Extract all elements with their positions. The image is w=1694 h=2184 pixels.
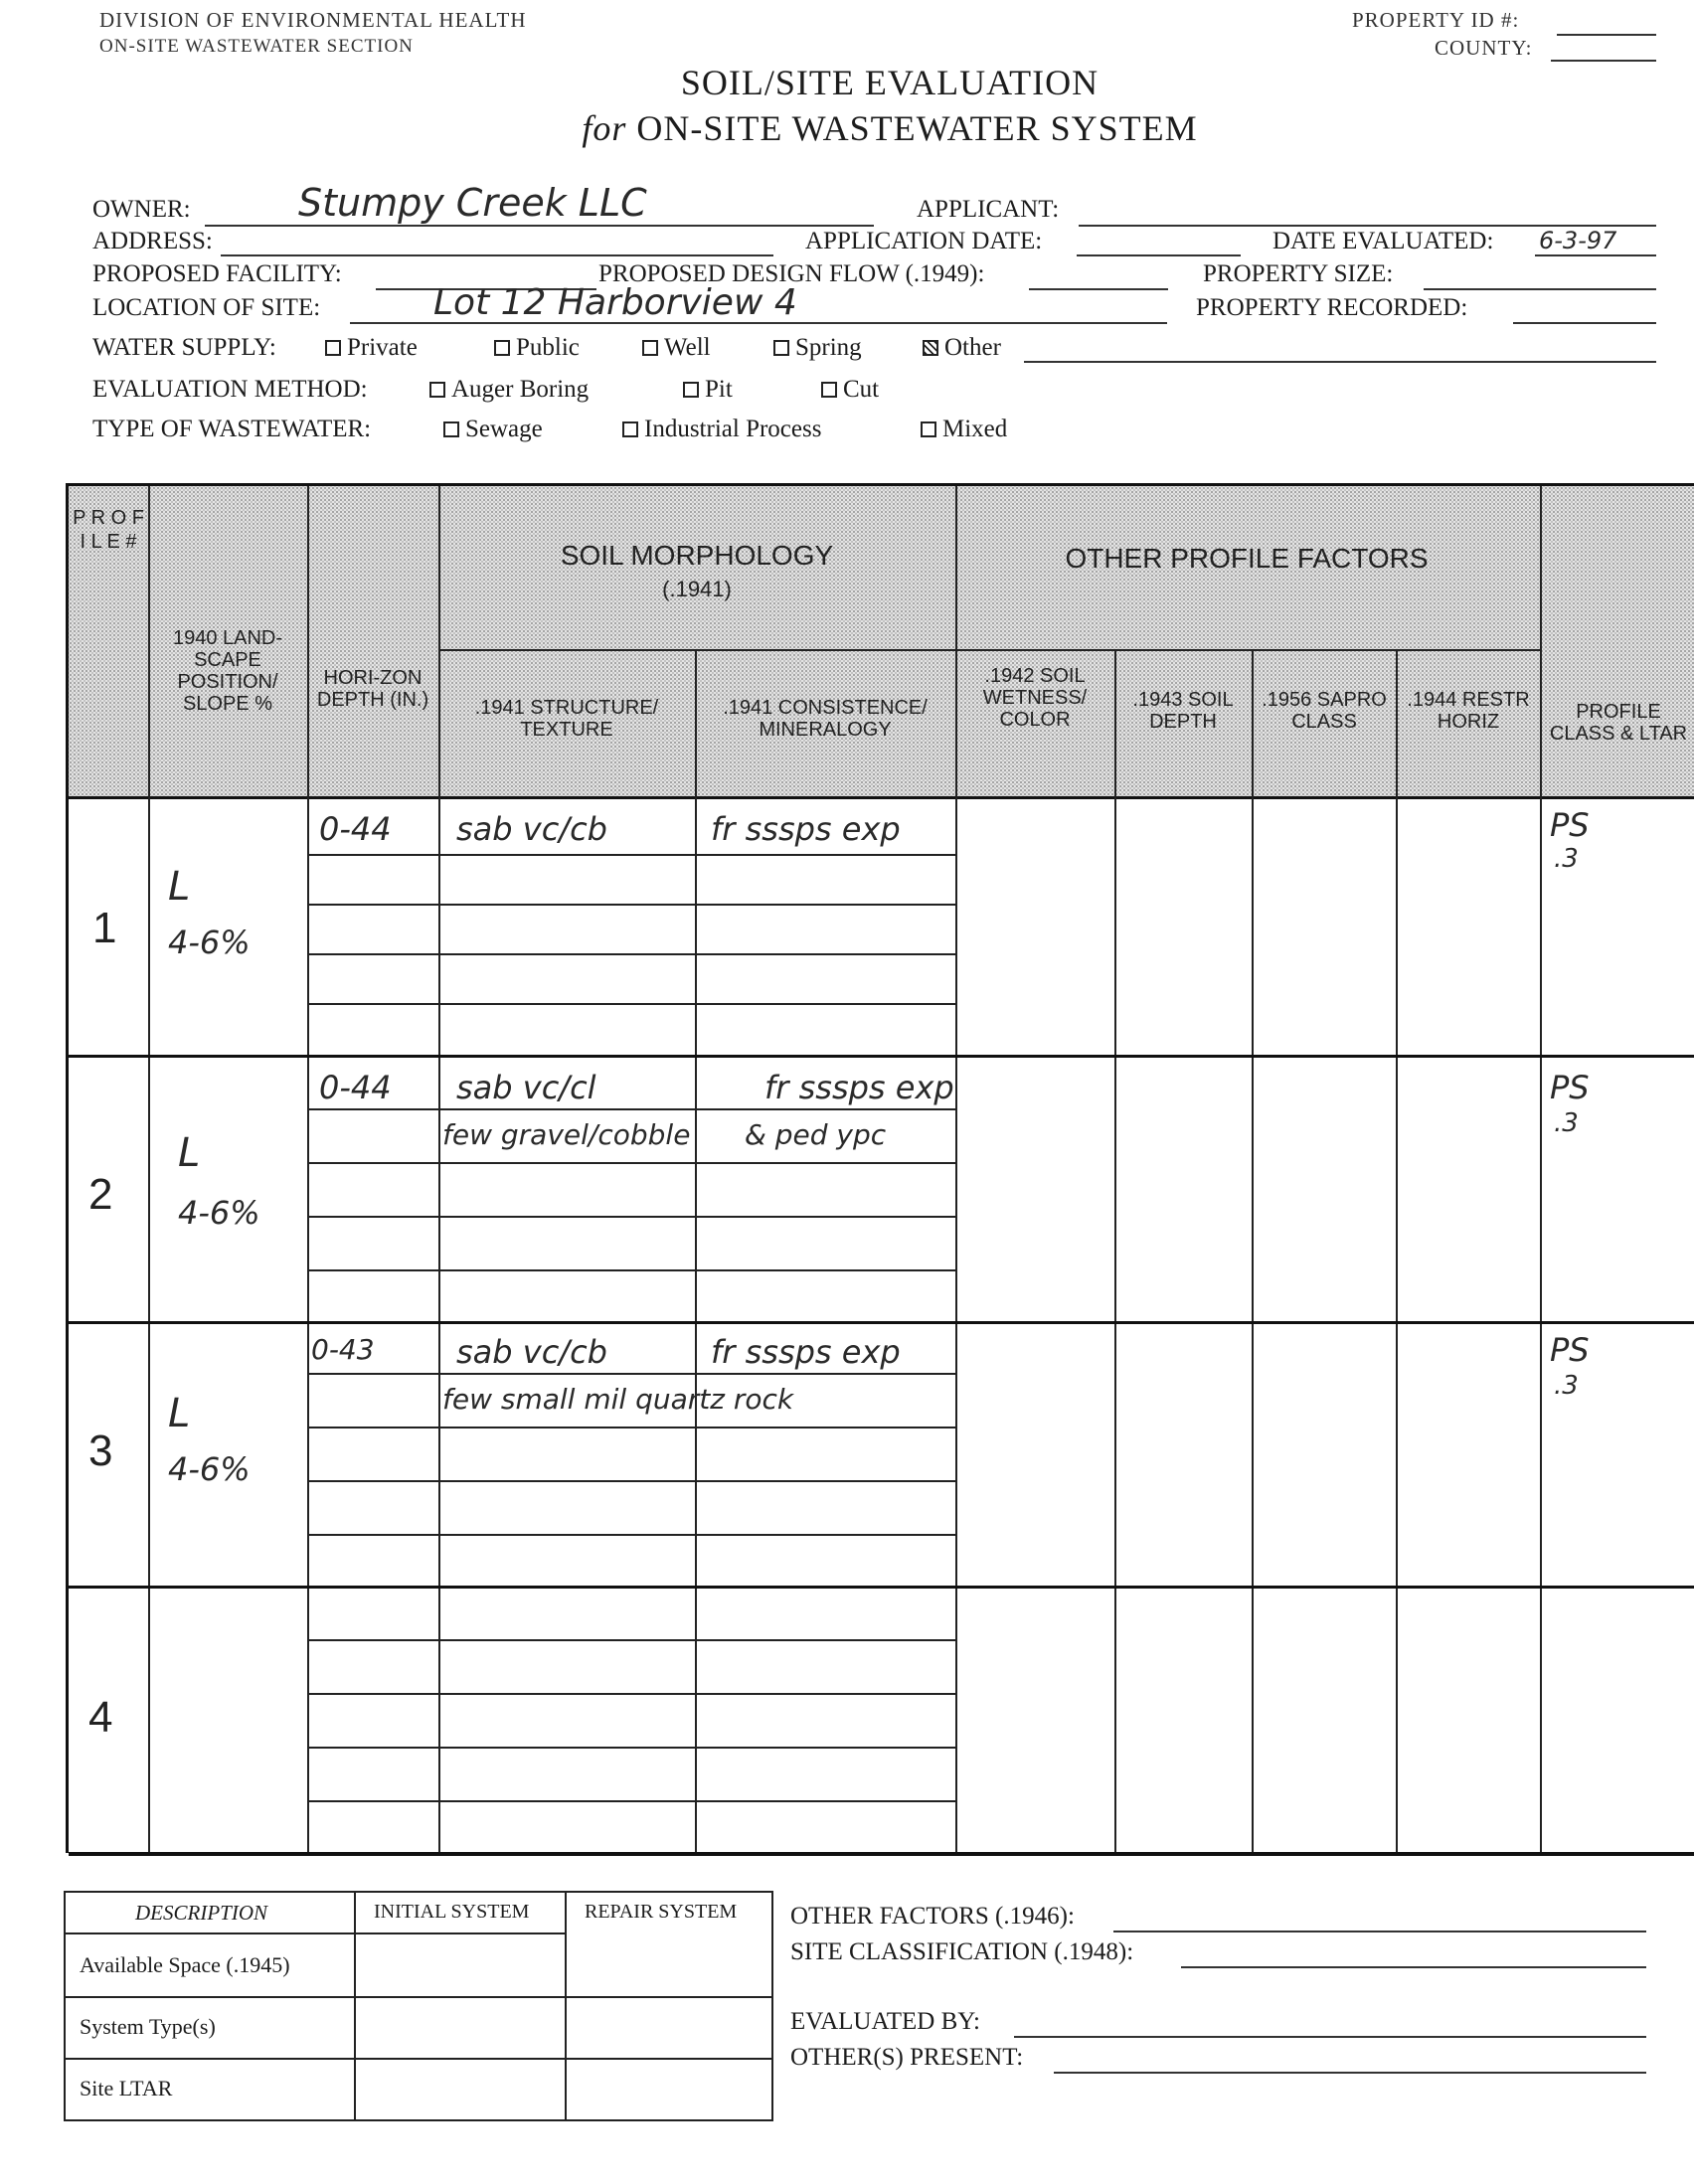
structure-value: sab vc/cb: [456, 810, 607, 848]
address-field[interactable]: [221, 254, 773, 256]
other-factors-header: OTHER PROFILE FACTORS: [1065, 543, 1429, 574]
checkbox[interactable]: [773, 340, 789, 356]
water-supply-spring[interactable]: Spring: [773, 334, 862, 362]
horizon-line: [307, 904, 955, 906]
owner-label: OWNER:: [92, 196, 191, 223]
soil-morphology-code: (.1941): [662, 577, 732, 601]
ltar-value: .3: [1554, 1108, 1579, 1138]
property-recorded-field[interactable]: [1513, 322, 1656, 324]
horizon-line: [307, 1747, 955, 1749]
landscape-value: L: [168, 864, 191, 910]
site-classification-field[interactable]: [1181, 1966, 1646, 1968]
date-evaluated-value: 6-3-97: [1539, 227, 1617, 254]
checkbox[interactable]: [443, 421, 459, 437]
col-profile-header: P R O F I L E #: [73, 507, 144, 553]
horizon-line: [307, 1639, 955, 1641]
profile-number: 4: [88, 1693, 113, 1742]
evaluated-by-field[interactable]: [1014, 2036, 1646, 2038]
consistence-value: fr sssps exp: [764, 1069, 954, 1106]
description-header: DESCRIPTION: [135, 1901, 267, 1925]
col-divider: [1540, 486, 1542, 1854]
application-date-label: APPLICATION DATE:: [805, 228, 1043, 254]
form-subtitle: [0, 107, 1694, 149]
col-soil-depth-header: .1943 SOIL DEPTH: [1132, 689, 1234, 733]
col-divider: [307, 486, 309, 1854]
horizon-line: [307, 1373, 955, 1375]
col-consistence-header: .1941 CONSISTENCE/ MINERALOGY: [723, 697, 928, 741]
structure-value: sab vc/cl: [456, 1069, 596, 1106]
horizon-line: [307, 854, 955, 856]
eval-cut[interactable]: Cut: [821, 376, 879, 404]
structure-value: sab vc/cb: [456, 1333, 607, 1371]
site-classification-label: SITE CLASSIFICATION (.1948):: [790, 1938, 1134, 1965]
proposed-facility-label: PROPOSED FACILITY:: [92, 260, 342, 287]
property-id-field[interactable]: [1557, 34, 1656, 36]
design-flow-field[interactable]: [1029, 288, 1168, 290]
subheader-line: [438, 649, 1540, 651]
eval-pit[interactable]: Pit: [683, 376, 733, 404]
other-factors-field[interactable]: [1113, 1931, 1646, 1932]
slope-value: 4-6%: [178, 1194, 260, 1232]
horizon-line: [307, 1534, 955, 1536]
horizon-line: [307, 1216, 955, 1218]
col-landscape-header: 1940 LAND-SCAPE POSITION/ SLOPE %: [172, 627, 283, 715]
location-value: Lot 12 Harborview 4: [433, 282, 797, 323]
table-bottom-line: [69, 1852, 1694, 1856]
water-supply-public[interactable]: Public: [494, 334, 580, 362]
division-name: DIVISION OF ENVIRONMENTAL HEALTH: [99, 8, 527, 32]
depth-value: 0-44: [319, 1069, 392, 1106]
horizon-line: [307, 1480, 955, 1482]
checkbox[interactable]: [642, 340, 658, 356]
ltar-value: .3: [1554, 844, 1579, 874]
header-shading: [69, 486, 1694, 796]
consistence-value: fr sssps exp: [711, 1333, 901, 1371]
col-divider: [148, 486, 150, 1854]
row-separator: [69, 1055, 1694, 1058]
depth-value: 0-43: [311, 1333, 375, 1366]
water-supply-other[interactable]: Other: [923, 334, 1001, 362]
county-label: COUNTY:: [1435, 36, 1533, 60]
soil-morphology-header: [442, 540, 951, 605]
col-divider: [438, 486, 440, 1854]
profile-class-value: PS: [1550, 1069, 1590, 1106]
evaluation-method-label: EVALUATION METHOD:: [92, 376, 368, 403]
property-id-label: PROPERTY ID #:: [1352, 8, 1520, 32]
horizon-line: [307, 1800, 955, 1802]
landscape-value: L: [168, 1391, 191, 1436]
owner-field[interactable]: [205, 225, 874, 227]
checkbox[interactable]: [921, 421, 936, 437]
depth-value: 0-44: [319, 810, 392, 848]
checkbox[interactable]: [325, 340, 341, 356]
form-title: SOIL/SITE EVALUATION: [680, 63, 1100, 102]
profile-number: 2: [88, 1170, 113, 1219]
profile-number: 3: [88, 1427, 113, 1475]
row-separator: [69, 1586, 1694, 1589]
horizon-line: [307, 1427, 955, 1428]
wastewater-mixed[interactable]: Mixed: [921, 416, 1007, 443]
address-label: ADDRESS:: [92, 228, 213, 254]
col-divider: [695, 649, 697, 1854]
checkbox[interactable]: [429, 382, 445, 398]
col-horizon-header: HORI-ZON DEPTH (IN.): [316, 667, 429, 711]
row-divider: [66, 1932, 354, 1934]
property-size-label: PROPERTY SIZE:: [1203, 260, 1394, 287]
water-supply-label: WATER SUPPLY:: [92, 334, 276, 361]
col-divider: [1114, 649, 1116, 1854]
slope-value: 4-6%: [168, 924, 251, 961]
structure-note: few small mil quartz rock: [442, 1383, 794, 1416]
title-for: for: [582, 108, 627, 148]
wastewater-sewage[interactable]: Sewage: [443, 416, 543, 443]
row-separator: [69, 1321, 1694, 1324]
horizon-line: [307, 1108, 955, 1110]
wastewater-type-label: TYPE OF WASTEWATER:: [92, 416, 372, 442]
ltar-value: .3: [1554, 1371, 1579, 1401]
col-sapro-header: .1956 SAPRO CLASS: [1262, 689, 1387, 733]
date-evaluated-label: DATE EVALUATED:: [1272, 228, 1494, 254]
title-system: ON-SITE WASTEWATER SYSTEM: [636, 108, 1198, 148]
checkbox-checked[interactable]: [923, 340, 938, 356]
others-present-field[interactable]: [1054, 2072, 1646, 2074]
section-name: ON-SITE WASTEWATER SECTION: [99, 36, 414, 57]
eval-auger-boring[interactable]: Auger Boring: [429, 376, 589, 404]
application-date-field[interactable]: [1077, 254, 1241, 256]
date-evaluated-field[interactable]: [1535, 254, 1656, 256]
horizon-line: [307, 1162, 955, 1164]
available-space-label: Available Space (.1945): [80, 1952, 290, 1977]
profile-class-value: PS: [1550, 1331, 1590, 1369]
row-divider: [66, 2058, 771, 2060]
consistence-value: fr sssps exp: [711, 810, 901, 848]
system-summary-table: [64, 1891, 773, 2121]
structure-note: few gravel/cobble: [442, 1118, 691, 1151]
header-bottom-line: [69, 796, 1694, 799]
col-divider: [1396, 649, 1398, 1854]
water-supply-well[interactable]: Well: [642, 334, 711, 362]
property-size-field[interactable]: [1424, 288, 1656, 290]
owner-value: Stumpy Creek LLC: [298, 181, 647, 225]
col-divider: [565, 1893, 567, 2119]
initial-system-header: INITIAL SYSTEM: [374, 1901, 530, 1923]
repair-system-header: REPAIR SYSTEM: [585, 1901, 738, 1923]
others-present-label: OTHER(S) PRESENT:: [790, 2044, 1024, 2071]
system-types-label: System Type(s): [80, 2014, 216, 2039]
horizon-line: [307, 1693, 955, 1695]
site-ltar-label: Site LTAR: [80, 2076, 173, 2100]
evaluated-by-label: EVALUATED BY:: [790, 2008, 980, 2035]
landscape-value: L: [178, 1130, 201, 1176]
profile-number: 1: [92, 904, 117, 952]
soil-morphology-title: SOIL MORPHOLOGY: [560, 540, 834, 571]
row-divider: [354, 1932, 565, 1934]
col-profile-class-header: PROFILE CLASS & LTAR: [1549, 701, 1688, 745]
col-structure-header: .1941 STRUCTURE/ TEXTURE: [474, 697, 659, 741]
col-divider: [354, 1893, 356, 2119]
profile-table: [66, 483, 1694, 1853]
horizon-line: [307, 1003, 955, 1005]
col-divider: [955, 486, 957, 1854]
checkbox[interactable]: [622, 421, 638, 437]
consistence-note: & ped ypc: [745, 1118, 887, 1151]
location-label: LOCATION OF SITE:: [92, 294, 321, 321]
design-flow-label: PROPOSED DESIGN FLOW (.1949):: [598, 260, 985, 287]
col-divider: [1252, 649, 1254, 1854]
wastewater-industrial[interactable]: Industrial Process: [622, 416, 821, 443]
horizon-line: [307, 1269, 955, 1271]
horizon-line: [307, 953, 955, 955]
slope-value: 4-6%: [168, 1450, 251, 1488]
checkbox[interactable]: [821, 382, 837, 398]
checkbox[interactable]: [683, 382, 699, 398]
applicant-label: APPLICANT:: [917, 196, 1060, 223]
property-recorded-label: PROPERTY RECORDED:: [1196, 294, 1468, 321]
row-divider: [66, 1996, 771, 1998]
col-wetness-header: .1942 SOIL WETNESS/ COLOR: [982, 665, 1088, 731]
checkbox[interactable]: [494, 340, 510, 356]
water-supply-other-field[interactable]: [1024, 361, 1656, 363]
water-supply-private[interactable]: Private: [325, 334, 418, 362]
other-factors-label: OTHER FACTORS (.1946):: [790, 1903, 1075, 1930]
col-restr-header: .1944 RESTR HORIZ: [1407, 689, 1530, 733]
profile-class-value: PS: [1550, 806, 1590, 844]
